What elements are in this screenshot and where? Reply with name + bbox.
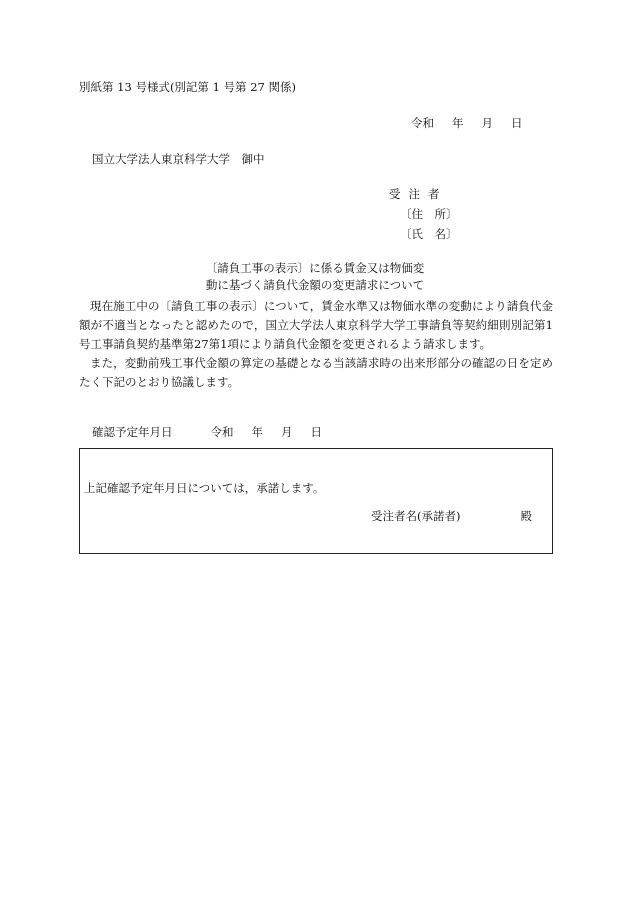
form-number: 別紙第 13 号様式(別記第 1 号第 27 関係) [79, 80, 296, 94]
body-paragraph-1: 現在施工中の〔請負工事の表示〕について，賃金水準又は物価水準の変動により請負代金額が不適当となったと認めたので，国立大学法人東京科学大学工事請負等契約細則別記第1号工事請負契約基準第27第1項により請負代金額を変更されるよう請求します。 [79, 299, 553, 351]
date-line [411, 115, 523, 131]
request-body [79, 297, 553, 392]
consent-box [79, 448, 553, 554]
body-paragraph-2: また，変動前残工事代金額の算定の基礎となる当該請求時の出来形部分の確認の日を定めたく下記のとおり協議します。 [79, 356, 553, 389]
date-day: 日 [511, 116, 523, 130]
confirmation-label: 確認予定年月日 [92, 425, 173, 439]
confirmation-year: 年 [251, 425, 263, 439]
date-era: 令和 [411, 116, 434, 130]
honorific: 殿 [520, 509, 532, 523]
subject-line-1: 〔請負工事の表示〕に係る賃金又は物価変 [205, 261, 425, 275]
contractor-name-label: 〔氏 名〕 [400, 227, 458, 241]
date-month: 月 [481, 116, 493, 130]
consent-text: 上記確認予定年月日については，承諾します。 [84, 481, 325, 495]
date-year: 年 [452, 116, 464, 130]
document-subject [0, 260, 630, 294]
subject-line-2: 動に基づく請負代金額の変更請求について [205, 278, 425, 292]
consent-signature-line [371, 508, 532, 524]
confirmation-era: 令和 [210, 425, 234, 439]
confirmation-date-line [92, 424, 322, 440]
signer-label: 受注者名(承諾者) [371, 509, 461, 523]
contractor-label: 受注者 [389, 187, 448, 201]
confirmation-month: 月 [281, 425, 293, 439]
contractor-address-label: 〔住 所〕 [400, 207, 458, 221]
addressee: 国立大学法人東京科学大学 御中 [92, 152, 265, 166]
confirmation-day: 日 [310, 425, 322, 439]
